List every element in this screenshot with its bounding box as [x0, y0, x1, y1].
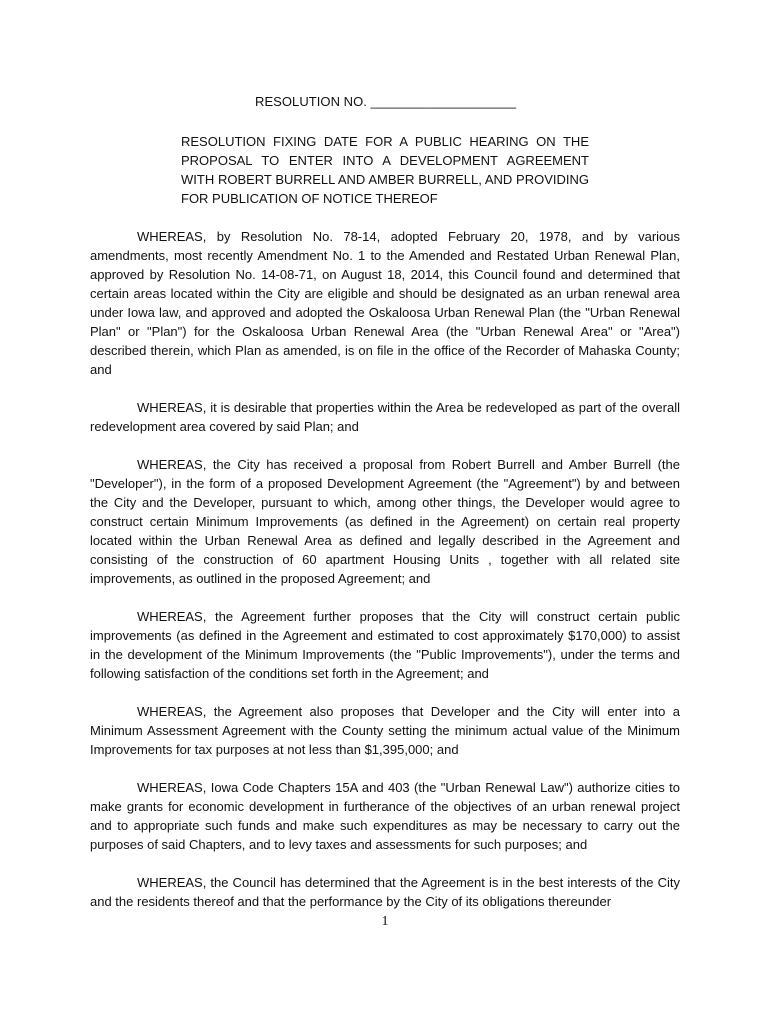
whereas-paragraph-6: WHEREAS, Iowa Code Chapters 15A and 403 (the "Urban Renewal Law") authorize cities to make grants for economic development in furtherance of the objectives of an urban renewal project and to appropriate such funds and make such expenditures as may be necessary to carry out the purposes of said Chapters, and to levy taxes and assessments for such purposes; and: [90, 780, 680, 852]
whereas-paragraph-1: WHEREAS, by Resolution No. 78-14, adopted February 20, 1978, and by various amendments, most recently Amendment No. 1 to the Amended and Restated Urban Renewal Plan, approved by Resolution No. 14-08-71, on August 18, 2014, this Council found and determined that certain areas located within the City are eligible and should be designated as an urban renewal area under Iowa law, and approved and adopted the Oskaloosa Urban Renewal Plan (the "Urban Renewal Plan" or "Plan") for the Oskaloosa Urban Renewal Area (the "Urban Renewal Area" or "Area") described therein, which Plan as amended, is on file in the office of the Recorder of Mahaska County; and: [90, 229, 680, 377]
whereas-paragraph-5: WHEREAS, the Agreement also proposes that Developer and the City will enter into a Minimum Assessment Agreement with the County setting the minimum actual value of the Minimum Improvements for tax purposes at not less than $1,395,000; and: [90, 704, 680, 757]
resolution-caption: RESOLUTION FIXING DATE FOR A PUBLIC HEARING ON THE PROPOSAL TO ENTER INTO A DEVELOPMENT AGREEMENT WITH ROBERT BURRELL AND AMBER BURRELL, AND PROVIDING FOR PUBLICATION OF NOTICE THEREOF: [181, 134, 589, 206]
resolution-number-line: RESOLUTION NO. ____________________: [255, 94, 517, 109]
whereas-paragraph-7: WHEREAS, the Council has determined that the Agreement is in the best interests of the City and the residents thereof and that the performance by the City of its obligations thereunder: [90, 875, 680, 909]
resolution-body: [90, 227, 680, 930]
whereas-paragraph-3: WHEREAS, the City has received a proposal from Robert Burrell and Amber Burrell (the "Developer"), in the form of a proposed Development Agreement (the "Agreement") by and between the City and the Developer, pursuant to which, among other things, the Developer would agree to construct certain Minimum Improvements (as defined in the Agreement) on certain real property located within the Urban Renewal Area as defined and legally described in the Agreement and consisting of the construction of 60 apartment Housing Units , together with all related site improvements, as outlined in the proposed Agreement; and: [90, 457, 680, 586]
page-number: 1: [381, 914, 389, 929]
whereas-paragraph-4: WHEREAS, the Agreement further proposes that the City will construct certain public improvements (as defined in the Agreement and estimated to cost approximately $170,000) to assist in the development of the Minimum Improvements (the "Public Improvements"), under the terms and following satisfaction of the conditions set forth in the Agreement; and: [90, 609, 680, 681]
whereas-paragraph-2: WHEREAS, it is desirable that properties within the Area be redeveloped as part of the overall redevelopment area covered by said Plan; and: [90, 400, 680, 434]
